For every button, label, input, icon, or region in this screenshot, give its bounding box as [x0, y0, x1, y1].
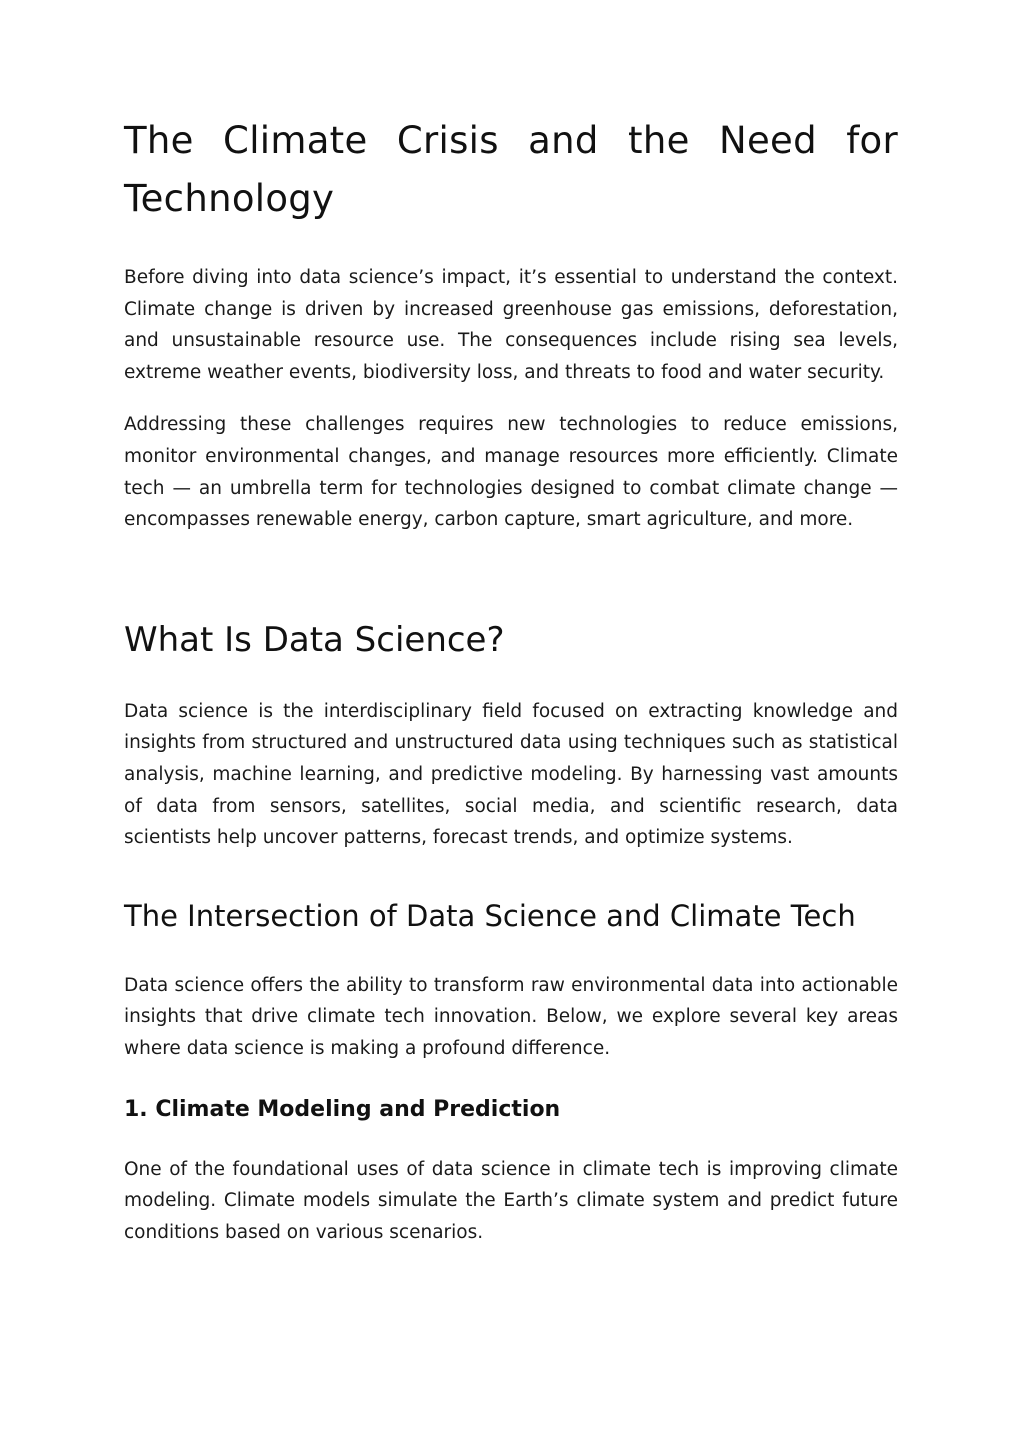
paragraph: Data science is the interdisciplinary field focused on extracting knowledge and insights from structured and unstructured data using techniques such as statistical analysis, machine learning, and predictive modeling. By harnessing vast amounts of data from sensors, satellites, social media, and scientific research, data scientists help uncover patterns, forecast trends, and optimize systems. [124, 700, 898, 849]
heading-intersection: The Intersection of Data Science and Climate Tech [124, 898, 856, 933]
paragraph: Data science offers the ability to transform raw environmental data into actionable insights that drive climate tech innovation. Below, we explore several key areas where data science is making a profound difference. [124, 974, 898, 1059]
heading-climate-modeling: 1. Climate Modeling and Prediction [124, 1096, 561, 1122]
paragraph: Before diving into data science’s impact, it’s essential to understand the context. Climate change is driven by increased greenhouse gas emissions, deforestation, and unsustainable resource use. The consequences include rising sea levels, extreme weather events, biodiversity loss, and threats to food and water security. [124, 267, 898, 383]
paragraph: One of the foundational uses of data science in climate tech is improving climate modeling. Climate models simulate the Earth’s climate system and predict future conditions based on various scenarios. [124, 1158, 898, 1243]
heading-climate-crisis: The Climate Crisis and the Need for Technology [124, 119, 898, 220]
paragraph: Addressing these challenges requires new technologies to reduce emissions, monitor environmental changes, and manage resources more efficiently. Climate tech — an umbrella term for technologies designed to combat climate change — encompasses renewable energy, carbon capture, smart agriculture, and more. [124, 414, 898, 531]
heading-what-is-data-science: What Is Data Science? [124, 619, 505, 660]
document-content [124, 112, 898, 1249]
